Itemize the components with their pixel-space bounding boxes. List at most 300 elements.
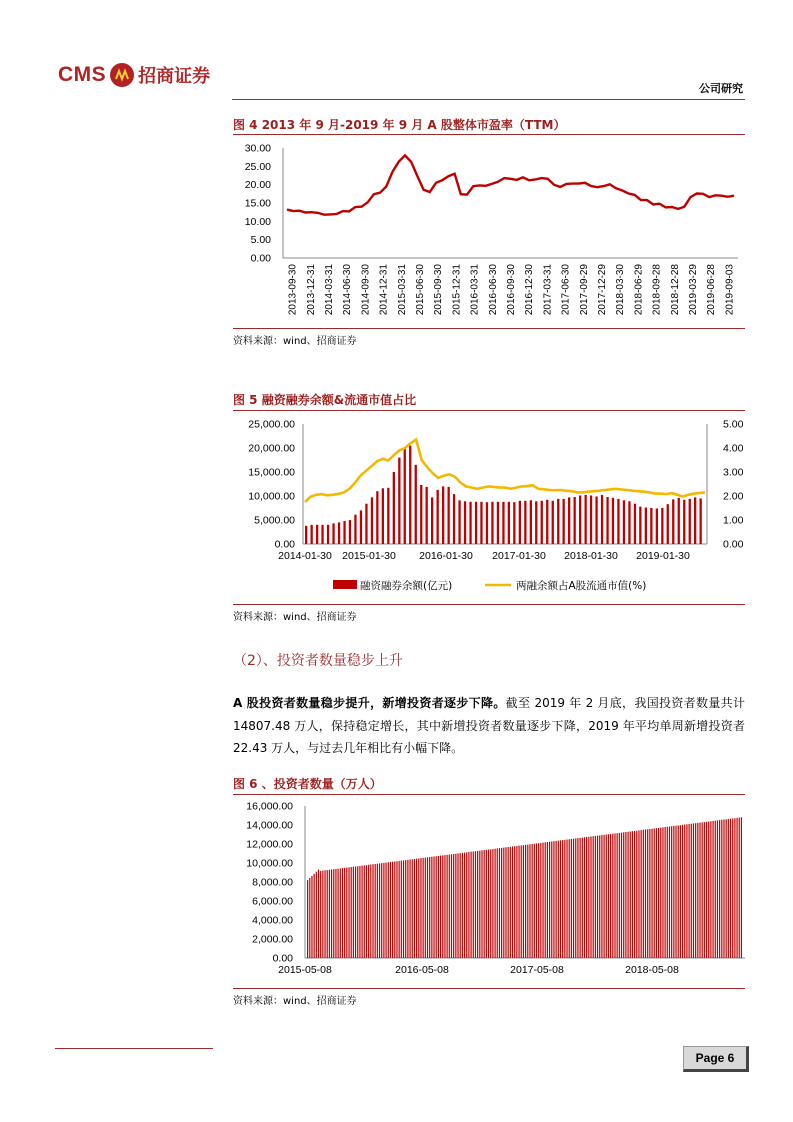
y-tick-label: 30.00 xyxy=(244,142,271,155)
investor-count-bar xyxy=(529,844,530,958)
investor-count-bar xyxy=(606,835,607,959)
investor-count-bar xyxy=(739,818,740,958)
margin-balance-bar xyxy=(519,501,521,544)
investor-count-bar xyxy=(455,854,456,958)
x-tick-label: 2018-09-28 xyxy=(651,264,663,316)
investor-count-bar xyxy=(453,854,454,958)
investor-count-bar xyxy=(569,839,570,958)
margin-balance-bar xyxy=(354,515,356,544)
investor-count-bar xyxy=(580,838,581,958)
x-tick-label: 2016-12-30 xyxy=(524,264,536,316)
margin-balance-bar xyxy=(491,502,493,544)
investor-count-bar xyxy=(564,840,565,958)
figure-4-chart xyxy=(233,138,745,326)
investor-count-bar xyxy=(545,842,546,958)
margin-balance-bar xyxy=(458,500,460,544)
legend-label-line: 两融余额占A股流通市值(%) xyxy=(516,580,647,592)
investor-count-bar xyxy=(691,824,692,958)
investor-count-bar xyxy=(362,866,363,958)
investor-count-bar xyxy=(560,840,561,958)
x-tick-label: 2018-12-28 xyxy=(669,264,681,316)
investor-count-bar xyxy=(438,856,439,958)
x-tick-label: 2016-01-30 xyxy=(419,550,473,562)
investor-count-bar xyxy=(728,819,729,958)
investor-count-bar xyxy=(407,860,408,958)
investor-count-bar xyxy=(490,849,491,958)
x-tick-label: 2015-06-30 xyxy=(415,264,426,316)
margin-balance-bar xyxy=(530,500,532,544)
investor-count-bar xyxy=(401,861,402,958)
investor-count-bar xyxy=(431,857,432,958)
investor-count-bar xyxy=(383,863,384,958)
investor-count-bar xyxy=(588,837,589,958)
margin-balance-bar xyxy=(606,497,608,544)
investor-count-bar xyxy=(549,842,550,958)
investor-count-bar xyxy=(377,864,378,958)
y-tick-label: 16,000.00 xyxy=(246,800,293,813)
investor-count-bar xyxy=(658,828,659,958)
investor-count-bar xyxy=(414,859,415,958)
investor-count-bar xyxy=(492,849,493,958)
logo-cn-text: 招商证券 xyxy=(138,66,211,87)
investor-count-bar xyxy=(625,832,626,958)
margin-balance-bar xyxy=(448,487,450,544)
y-tick-label: 15.00 xyxy=(244,197,271,210)
legend-swatch-bar xyxy=(333,580,357,589)
figure-4-bottom-rule xyxy=(233,328,745,329)
investor-count-bar xyxy=(392,862,393,958)
y-left-tick-label: 25,000.00 xyxy=(248,418,295,431)
margin-balance-bar xyxy=(469,502,471,544)
margin-balance-bar xyxy=(453,494,455,544)
investor-count-bar xyxy=(671,826,672,958)
figure-6-bottom-rule xyxy=(233,988,745,989)
investor-count-bar xyxy=(462,853,463,958)
investor-count-bar xyxy=(405,860,406,958)
investor-count-bar xyxy=(590,837,591,959)
logo-badge-icon xyxy=(110,63,134,87)
margin-balance-bar xyxy=(332,523,334,544)
investor-count-bar xyxy=(675,826,676,958)
margin-balance-bar xyxy=(568,497,570,544)
investor-count-bar xyxy=(473,852,474,959)
investor-count-bar xyxy=(699,823,700,958)
investor-count-bar xyxy=(584,837,585,958)
investor-count-bar xyxy=(484,850,485,958)
x-tick-label: 2014-03-31 xyxy=(324,264,335,316)
investor-count-bar xyxy=(673,826,674,958)
margin-balance-bar xyxy=(343,521,345,544)
figure-4-top-rule xyxy=(233,134,745,135)
x-tick-label: 2015-12-31 xyxy=(451,264,463,316)
investor-count-bar xyxy=(582,838,583,958)
margin-balance-bar xyxy=(541,501,543,544)
y-left-tick-label: 10,000.00 xyxy=(248,490,295,503)
investor-count-bar xyxy=(403,860,404,958)
x-tick-label: 2019-03-29 xyxy=(688,264,699,316)
investor-count-bar xyxy=(449,855,450,959)
investor-count-bar xyxy=(497,848,498,958)
investor-count-bar xyxy=(464,853,465,958)
margin-balance-bar xyxy=(535,501,537,544)
margin-balance-bar xyxy=(398,458,400,544)
investor-count-bar xyxy=(586,837,587,958)
margin-balance-bar xyxy=(595,497,597,545)
investor-count-bar xyxy=(385,863,386,958)
investor-count-bar xyxy=(344,868,345,958)
investor-count-bar xyxy=(372,864,373,958)
margin-balance-bar xyxy=(486,502,488,544)
investor-count-bar xyxy=(364,865,365,958)
investor-count-bar xyxy=(420,858,421,958)
x-tick-label: 2018-01-30 xyxy=(564,550,618,562)
investor-count-bar xyxy=(612,834,613,958)
investor-count-bar xyxy=(721,820,722,958)
margin-balance-bar xyxy=(393,472,395,544)
investor-count-bar xyxy=(353,867,354,958)
investor-count-bar xyxy=(508,847,509,958)
margin-balance-bar xyxy=(382,488,384,544)
margin-balance-bar xyxy=(431,497,433,544)
investor-count-bar xyxy=(375,864,376,958)
investor-count-bar xyxy=(577,838,578,958)
investor-count-bar xyxy=(333,869,334,958)
investor-count-bar xyxy=(689,824,690,958)
investor-count-bar xyxy=(706,822,707,958)
margin-balance-bar xyxy=(513,502,515,544)
investor-count-bar xyxy=(667,827,668,958)
paragraph-body: 截至 2019 年 2 月底，我国投资者数量共计 14807.48 万人，保持稳定增长，其中新增投资者数量逐步下降，2019 年平均单周新增投资者 22.43 万人，与过去几年相比有小幅下降。 xyxy=(233,696,745,755)
investor-count-bar xyxy=(366,865,367,958)
margin-balance-bar xyxy=(650,508,652,544)
margin-balance-bar xyxy=(497,502,499,544)
x-tick-label: 2014-01-30 xyxy=(278,550,332,562)
figure-4-title: 图 4 2013 年 9 月-2019 年 9 月 A 股整体市盈率（TTM） xyxy=(233,118,566,132)
x-tick-label: 2017-09-29 xyxy=(578,264,590,316)
investor-count-bar xyxy=(665,827,666,958)
investor-count-bar xyxy=(651,829,652,958)
company-logo xyxy=(58,60,210,90)
pe-ratio-line xyxy=(287,155,734,214)
y-tick-label: 0.00 xyxy=(250,252,271,265)
margin-balance-bar xyxy=(590,496,592,545)
paragraph-lead: A 股投资者数量稳步提升，新增投资者逐步下降。 xyxy=(233,696,506,710)
header-divider xyxy=(232,99,745,100)
investor-count-bar xyxy=(680,825,681,958)
investor-count-bar xyxy=(396,861,397,958)
x-tick-label: 2019-06-28 xyxy=(706,264,718,316)
x-tick-label: 2014-06-30 xyxy=(342,264,354,316)
investor-count-bar xyxy=(359,866,360,958)
x-tick-label: 2018-05-08 xyxy=(625,964,679,976)
investor-count-bar xyxy=(712,821,713,958)
y-tick-label: 8,000.00 xyxy=(252,876,293,889)
investor-count-bar xyxy=(656,828,657,958)
investor-count-bar xyxy=(481,850,482,958)
investor-count-bar xyxy=(409,860,410,959)
margin-balance-bar xyxy=(574,497,576,544)
y-right-tick-label: 3.00 xyxy=(723,466,744,479)
investor-count-bar xyxy=(553,841,554,958)
investor-count-bar xyxy=(309,878,310,958)
investor-count-bar xyxy=(505,847,506,958)
x-tick-label: 2017-03-31 xyxy=(542,264,554,316)
investor-count-bar xyxy=(436,856,437,958)
investor-count-bar xyxy=(477,851,478,958)
figure-6-title: 图 6 、投资者数量（万人） xyxy=(233,777,382,791)
figure-5-bottom-rule xyxy=(233,604,745,605)
figure-5-title: 图 5 融资融券余额&流通市值占比 xyxy=(233,393,417,407)
y-tick-label: 5.00 xyxy=(250,234,271,247)
y-right-tick-label: 5.00 xyxy=(723,418,744,431)
investor-count-bar xyxy=(521,845,522,958)
investor-count-bar xyxy=(394,862,395,959)
investor-count-bar xyxy=(597,836,598,958)
investor-count-bar xyxy=(335,869,336,958)
investor-count-bar xyxy=(623,832,624,958)
x-tick-label: 2015-05-08 xyxy=(278,964,332,976)
investor-count-bar xyxy=(678,825,679,958)
investor-count-bar xyxy=(575,838,576,958)
margin-balance-bar xyxy=(683,500,685,544)
x-tick-label: 2018-06-29 xyxy=(633,264,645,316)
investor-count-bar xyxy=(538,843,539,958)
x-tick-label: 2017-12-29 xyxy=(597,264,608,316)
investor-count-bar xyxy=(732,818,733,958)
y-left-tick-label: 5,000.00 xyxy=(254,514,295,527)
x-tick-label: 2013-09-30 xyxy=(287,264,299,316)
investor-count-bar xyxy=(340,868,341,958)
margin-balance-bar xyxy=(617,499,619,544)
investor-count-bar xyxy=(355,867,356,959)
investor-count-bar xyxy=(457,853,458,958)
margin-balance-bar xyxy=(316,525,318,544)
investor-count-bar xyxy=(599,835,600,958)
y-right-tick-label: 0.00 xyxy=(723,538,744,551)
investor-count-bar xyxy=(717,820,718,958)
investor-count-bar xyxy=(316,872,317,958)
margin-balance-bar xyxy=(502,502,504,544)
investor-count-bar xyxy=(342,868,343,958)
investor-count-bar xyxy=(726,819,727,958)
investor-count-bar xyxy=(643,830,644,958)
y-tick-label: 0.00 xyxy=(272,952,293,965)
investor-count-bar xyxy=(595,836,596,958)
x-tick-label: 2017-05-08 xyxy=(510,964,564,976)
investor-count-bar xyxy=(636,831,637,958)
margin-balance-bar xyxy=(524,501,526,544)
margin-balance-bar xyxy=(420,485,422,544)
investor-count-bar xyxy=(442,855,443,958)
investor-count-bar xyxy=(320,871,321,958)
x-tick-label: 2018-03-30 xyxy=(615,264,627,316)
investor-count-bar xyxy=(423,858,424,958)
investor-count-bar xyxy=(494,849,495,958)
investor-count-bar xyxy=(695,823,696,958)
investor-count-bar xyxy=(518,846,519,958)
page-number: Page 6 xyxy=(683,1046,749,1072)
x-tick-label: 2015-09-30 xyxy=(433,264,445,316)
investor-count-bar xyxy=(638,830,639,958)
margin-balance-bar xyxy=(475,502,477,544)
investor-count-bar xyxy=(329,870,330,958)
margin-balance-bar xyxy=(546,500,548,544)
x-tick-label: 2016-06-30 xyxy=(487,264,499,316)
margin-balance-bar xyxy=(601,495,603,544)
footer-divider xyxy=(55,1048,213,1049)
x-tick-label: 2015-01-30 xyxy=(342,550,396,562)
x-tick-label: 2016-05-08 xyxy=(395,964,449,976)
investor-count-bar xyxy=(741,817,742,958)
investor-count-bar xyxy=(632,831,633,958)
investor-count-bar xyxy=(542,843,543,958)
margin-balance-bar xyxy=(694,497,696,544)
investor-count-bar xyxy=(556,841,557,958)
investor-count-bar xyxy=(311,876,312,958)
figure-6-top-rule xyxy=(233,794,745,795)
investor-count-bar xyxy=(693,823,694,958)
investor-count-bar xyxy=(610,834,611,958)
x-tick-label: 2019-01-30 xyxy=(636,550,690,562)
investor-count-bar xyxy=(617,833,618,958)
investor-count-bar xyxy=(516,846,517,958)
margin-balance-bar xyxy=(585,495,587,544)
investor-count-bar xyxy=(527,845,528,959)
margin-balance-bar xyxy=(409,446,411,544)
investor-count-bar xyxy=(370,865,371,959)
margin-balance-bar xyxy=(672,499,674,544)
investor-count-bar xyxy=(649,829,650,958)
figure-6-source: 资料来源：wind、招商证券 xyxy=(233,996,357,1007)
investor-count-bar xyxy=(429,857,430,958)
y-left-tick-label: 15,000.00 xyxy=(248,466,295,479)
x-tick-label: 2013-12-31 xyxy=(305,264,317,316)
margin-balance-bar xyxy=(508,502,510,544)
margin-balance-bar xyxy=(557,499,559,544)
margin-balance-bar xyxy=(656,509,658,545)
investor-count-bar xyxy=(475,851,476,958)
investor-count-bar xyxy=(641,830,642,958)
margin-balance-bar xyxy=(376,491,378,544)
investor-count-bar xyxy=(348,867,349,958)
section-title: （2）、投资者数量稳步上升 xyxy=(233,653,403,669)
investor-count-bar xyxy=(510,847,511,958)
margin-balance-bar xyxy=(365,504,367,544)
investor-count-bar xyxy=(388,862,389,958)
investor-count-bar xyxy=(307,880,308,958)
figure-5-top-rule xyxy=(233,410,745,411)
investor-count-bar xyxy=(562,840,563,958)
section-paragraph xyxy=(233,692,745,760)
investor-count-bar xyxy=(682,825,683,958)
investor-count-bar xyxy=(314,874,315,958)
x-tick-label: 2017-06-30 xyxy=(560,264,572,316)
investor-count-bar xyxy=(357,866,358,958)
margin-balance-bar xyxy=(415,465,417,544)
investor-count-bar xyxy=(488,850,489,959)
margin-balance-bar xyxy=(442,486,444,544)
y-tick-label: 10.00 xyxy=(244,215,271,228)
margin-balance-bar xyxy=(311,525,313,544)
investor-count-bar xyxy=(654,828,655,958)
y-left-tick-label: 20,000.00 xyxy=(248,442,295,455)
y-tick-label: 25.00 xyxy=(244,160,271,173)
investor-count-bar xyxy=(702,822,703,958)
y-tick-label: 4,000.00 xyxy=(252,914,293,927)
investor-count-bar xyxy=(322,871,323,958)
investor-count-bar xyxy=(368,865,369,958)
investor-count-bar xyxy=(566,840,567,959)
y-tick-label: 10,000.00 xyxy=(246,857,293,870)
margin-balance-bar xyxy=(327,525,329,544)
logo-cms-text: CMS xyxy=(58,63,107,86)
investor-count-bar xyxy=(532,844,533,958)
y-right-tick-label: 4.00 xyxy=(723,442,744,455)
investor-count-bar xyxy=(425,858,426,958)
investor-count-bar xyxy=(608,834,609,958)
investor-count-bar xyxy=(573,839,574,958)
report-type-label: 公司研究 xyxy=(699,82,743,95)
investor-count-bar xyxy=(660,828,661,958)
margin-balance-bar xyxy=(667,504,669,544)
investor-count-bar xyxy=(486,850,487,958)
investor-count-bar xyxy=(503,848,504,958)
investor-count-bar xyxy=(621,833,622,958)
investor-count-bar xyxy=(525,845,526,958)
investor-count-bar xyxy=(551,842,552,959)
investor-count-bar xyxy=(440,856,441,958)
investor-count-bar xyxy=(331,870,332,959)
figure-5-chart xyxy=(233,412,745,602)
investor-count-bar xyxy=(630,832,631,959)
margin-balance-bar xyxy=(661,508,663,544)
investor-count-bar xyxy=(619,833,620,958)
investor-count-bar xyxy=(523,845,524,958)
y-right-tick-label: 2.00 xyxy=(723,490,744,503)
investor-count-bar xyxy=(390,862,391,958)
margin-balance-bar xyxy=(678,498,680,544)
margin-balance-bar xyxy=(563,499,565,544)
x-tick-label: 2015-03-31 xyxy=(396,264,408,316)
margin-balance-bar xyxy=(634,504,636,544)
investor-count-bar xyxy=(627,832,628,958)
investor-count-bar xyxy=(704,822,705,958)
x-tick-label: 2014-09-30 xyxy=(360,264,372,316)
margin-balance-bar xyxy=(612,498,614,544)
investor-count-bar xyxy=(686,824,687,958)
margin-balance-bar xyxy=(305,526,307,544)
y-tick-label: 14,000.00 xyxy=(246,819,293,832)
investor-count-bar xyxy=(471,852,472,958)
margin-balance-bar xyxy=(628,501,630,544)
investor-count-bar xyxy=(327,870,328,958)
margin-balance-bar xyxy=(360,510,362,544)
margin-balance-bar xyxy=(404,448,406,544)
margin-balance-bar xyxy=(426,487,428,544)
investor-count-bar xyxy=(719,820,720,958)
investor-count-bar xyxy=(460,853,461,958)
figure-5-source: 资料来源：wind、招商证券 xyxy=(233,612,357,623)
investor-count-bar xyxy=(634,831,635,958)
x-tick-label: 2019-09-03 xyxy=(724,264,736,316)
margin-ratio-line xyxy=(305,440,705,502)
x-tick-label: 2014-12-31 xyxy=(378,264,390,316)
y-tick-label: 20.00 xyxy=(244,179,271,192)
investor-count-bar xyxy=(662,827,663,958)
figure-6-chart xyxy=(233,796,745,984)
investor-count-bar xyxy=(647,829,648,958)
investor-count-bar xyxy=(447,855,448,958)
